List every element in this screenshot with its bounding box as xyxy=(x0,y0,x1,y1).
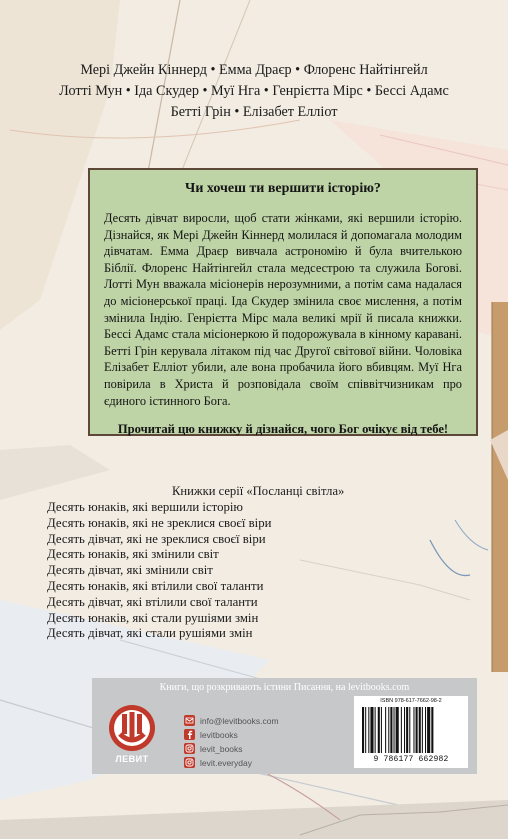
ean-number: 9 786177 662982 xyxy=(373,755,449,764)
contact-email[interactable] xyxy=(184,714,279,727)
barcode-bars-icon xyxy=(362,707,460,753)
contact-text: levit.everyday xyxy=(200,757,252,768)
book-title: Десять юнаків, які вершили історію xyxy=(47,500,243,514)
book-title: Десять юнаків, які змінили світ xyxy=(47,547,219,562)
barcode xyxy=(354,696,468,768)
book-title: Десять дівчат, які стали рушіями змін xyxy=(47,626,253,641)
isbn-text: ISBN 978-617-7662-98-2 xyxy=(380,698,442,704)
contact-text: levitbooks xyxy=(200,729,238,740)
book-title: Десять дівчат, які втілили свої таланти xyxy=(47,594,258,609)
panel-title: Чи хочеш ти вершити історію? xyxy=(185,181,381,196)
facebook-icon xyxy=(184,729,195,740)
contact-facebook[interactable] xyxy=(184,728,238,741)
instagram-icon xyxy=(184,757,195,768)
names-line-2: Лотті Мун • Іда Скудер • Муї Нга • Генрієтта Мірс • Бессі Адамс xyxy=(59,83,449,99)
book-title: Десять юнаків, які втілили свої таланти xyxy=(47,578,264,593)
contact-text: levit_books xyxy=(200,743,243,754)
instagram-icon xyxy=(184,743,195,754)
panel-call-to-action: Прочитай цю книжку й дізнайся, чого Бог очікує від тебе! xyxy=(117,422,449,437)
publisher-tagline: Книги, що розкривають істини Писання, на levitbooks.com xyxy=(159,682,410,693)
logo-text: ЛЕВИТ xyxy=(115,754,149,764)
panel-body: Десять дівчат виросли, щоб стати жінками, які вершили історію. Дізнайся, як Мері Джейн Кіннерд молилася й допомагала молодим дівчатам. Емма Драєр вивчала астрономію й була вчителькою Біблії. Флоренс Найтінгейл стала медсестрою та служила Богові. Лотті Мун вважала місіонерів нерозумними, а потім сама надалася до місіонерської праці. Іда Скудер змінила своє мислення, а потім змінила Індію. Генрієтта Мірс мала великі мрії й писала книжки. Бессі Адамс стала місіонеркою й подорожувала в кінному каравані. Бетті Грін керувала літаком під час Другої світової війни. Чоловіка Елізабет Елліот убили, але вона пробачила його вбивцям. Муї Нга повірила в Христа й розповідала своїм співвітчизникам про єдиного істинного Бога. xyxy=(104,211,462,408)
publisher-footer xyxy=(92,678,477,774)
description-panel xyxy=(88,168,478,436)
names-line-1: Мері Джейн Кіннерд • Емма Драєр • Флоренс Найтінгейл xyxy=(80,62,428,78)
contact-instagram-books[interactable] xyxy=(184,742,243,755)
mail-icon xyxy=(184,715,195,726)
contact-text: info@levitbooks.com xyxy=(200,715,279,726)
heroine-names xyxy=(0,60,508,123)
series-book-list xyxy=(47,500,271,642)
series-title: Книжки серії «Посланці світла» xyxy=(172,484,345,498)
book-title: Десять юнаків, які стали рушіями змін xyxy=(47,610,259,625)
names-line-3: Бетті Грін • Елізабет Елліот xyxy=(170,104,338,120)
book-title: Десять юнаків, які не зреклися своєї віри xyxy=(47,515,272,530)
contact-instagram-everyday[interactable] xyxy=(184,756,252,769)
book-title: Десять дівчат, які не зреклися своєї віри xyxy=(47,531,266,546)
book-title: Десять дівчат, які змінили світ xyxy=(47,563,213,578)
